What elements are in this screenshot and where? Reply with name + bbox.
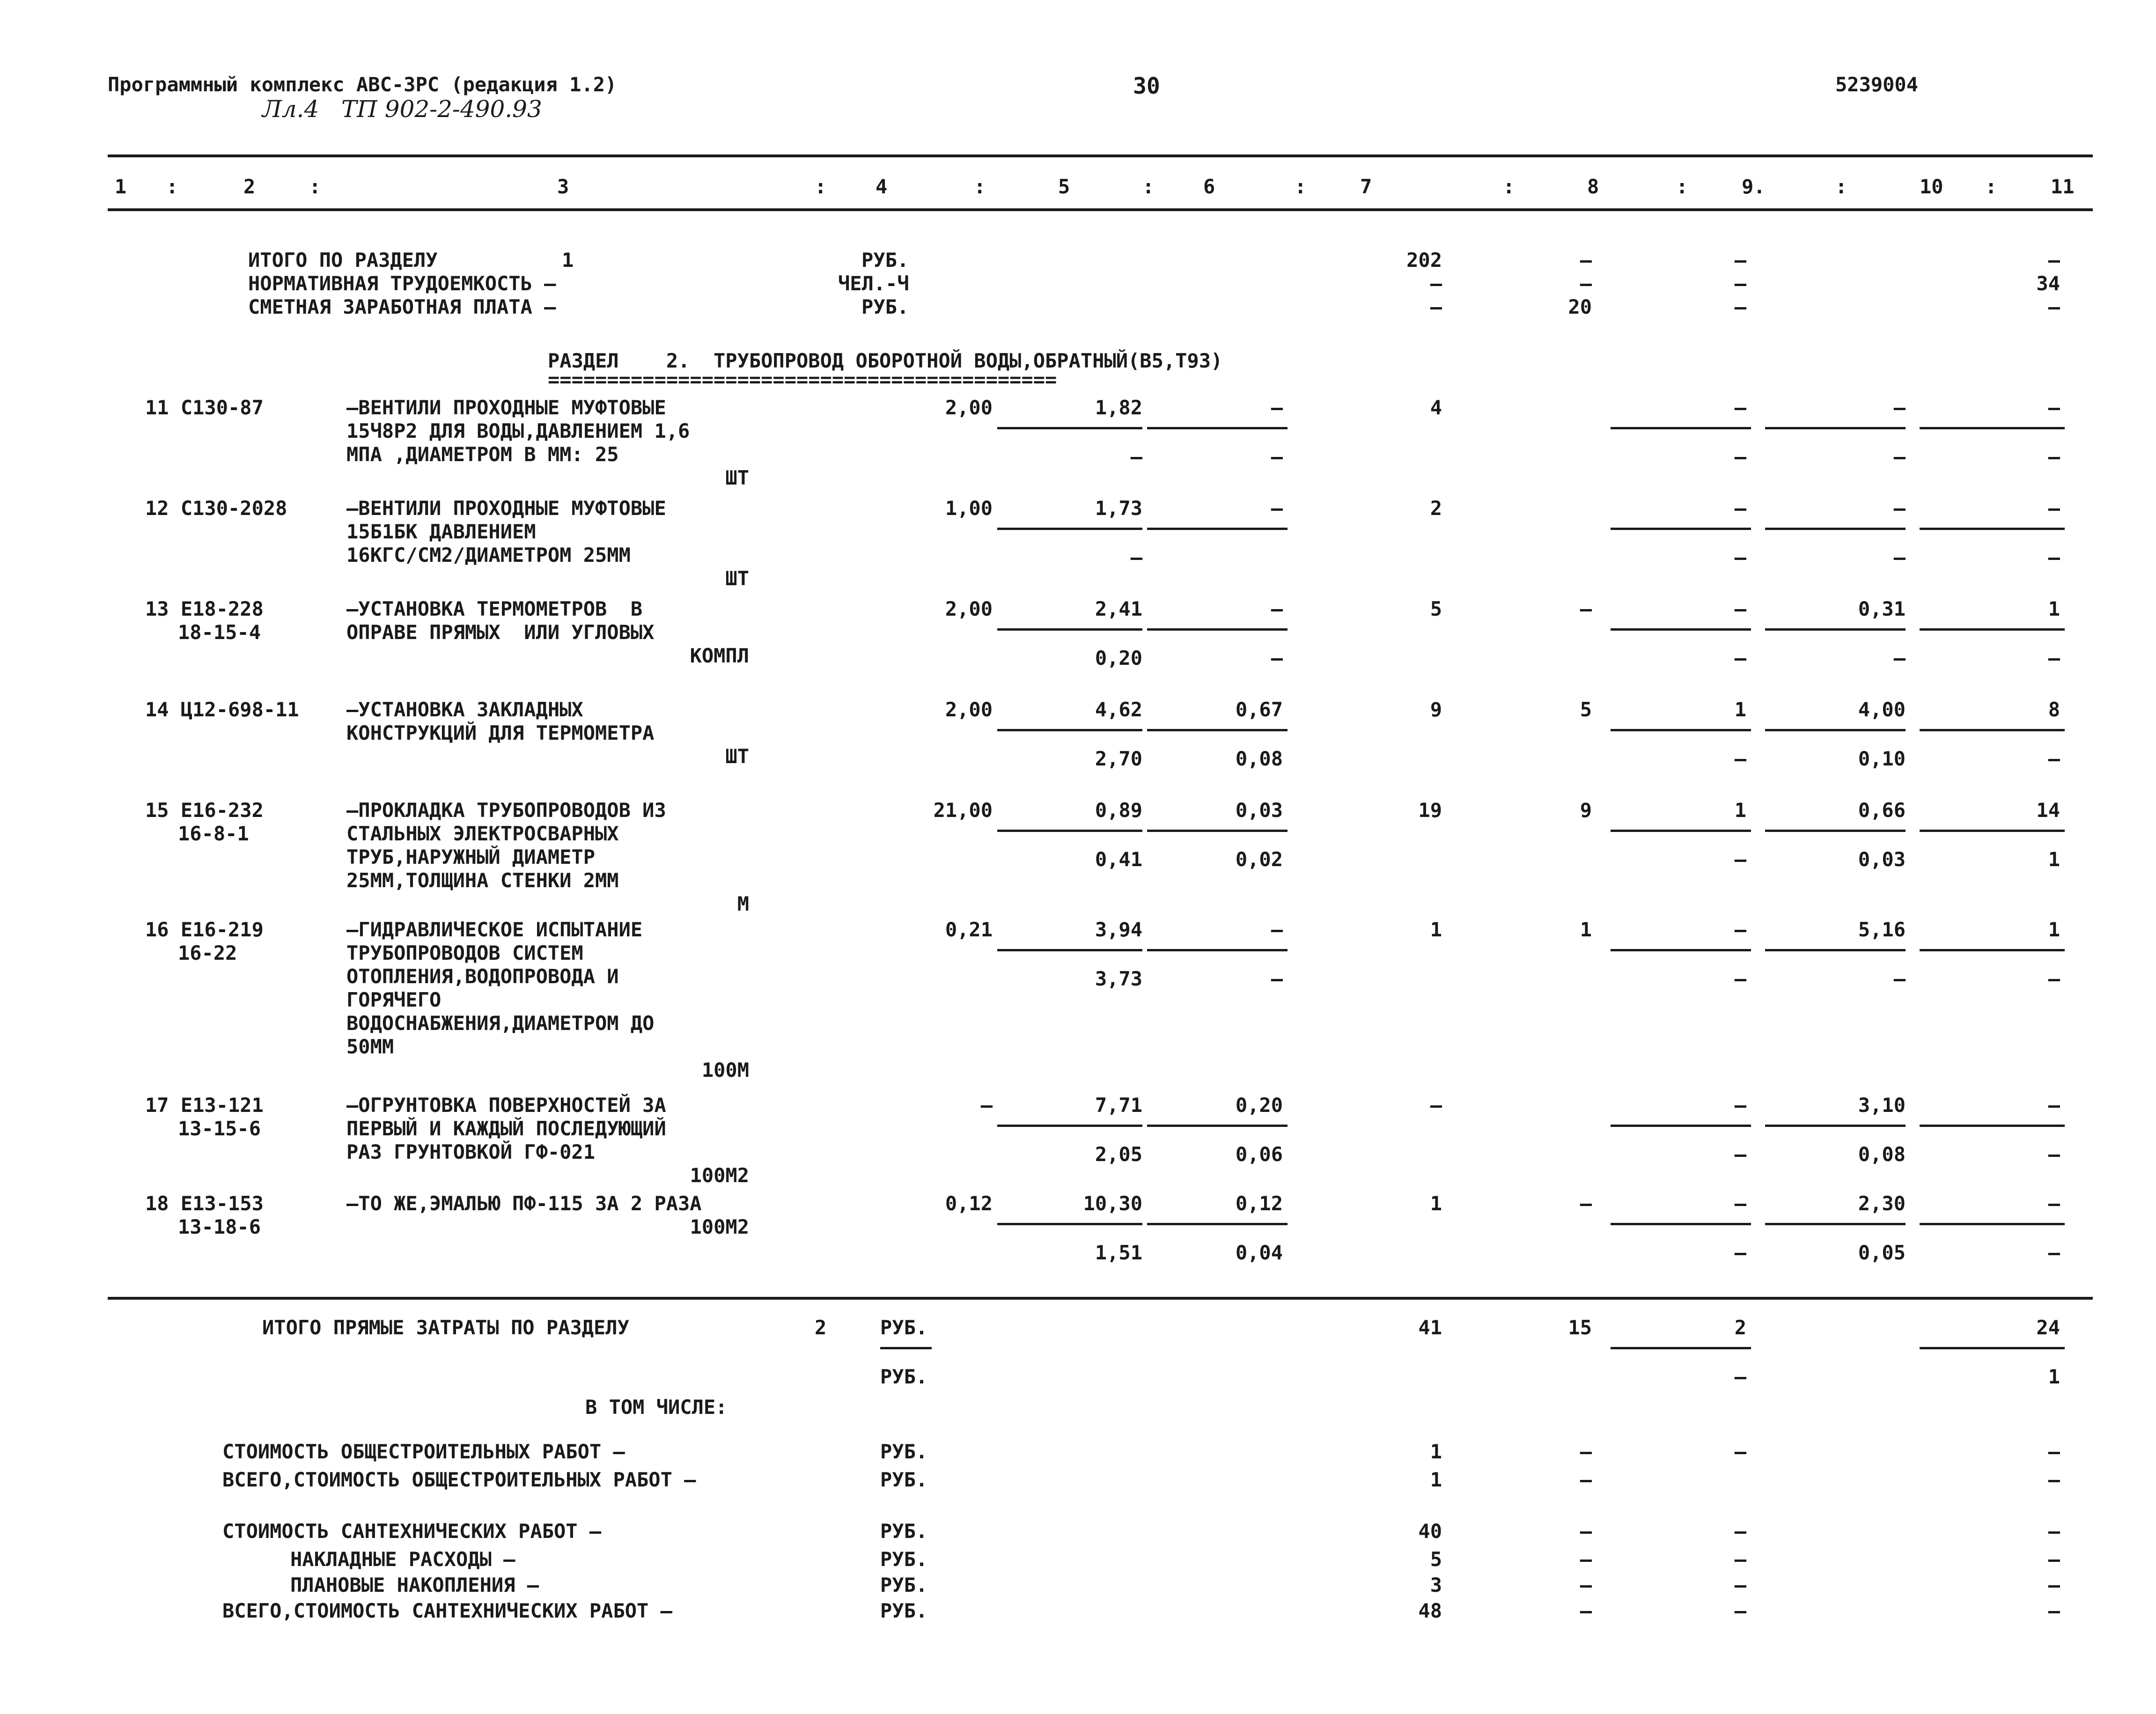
wage-c8: 20: [1568, 295, 1592, 318]
row-c7: 19: [1418, 799, 1442, 822]
summary-c9: –: [1734, 1574, 1746, 1596]
row-underline-c5: [997, 628, 1142, 631]
column-number-5: 5: [1058, 175, 1070, 198]
row-unit: ШТ: [725, 745, 749, 768]
row-underline-c10: [1765, 830, 1906, 832]
row-unit: М: [737, 892, 749, 915]
row-quantity: –: [980, 1094, 993, 1117]
total-underline-c9: [1611, 1347, 1751, 1349]
row-c11b: –: [2048, 1143, 2060, 1166]
unit-underline: [880, 1347, 932, 1349]
row-c7: 2: [1430, 497, 1442, 520]
row-description: ТРУБОПРОВОДОВ СИСТЕМ: [346, 942, 583, 964]
row-code-secondary: 18-15-4: [178, 621, 261, 644]
row-description: –ОГРУНТОВКА ПОВЕРХНОСТЕЙ ЗА: [346, 1094, 666, 1117]
row-c9: –: [1734, 1192, 1746, 1215]
row-quantity: 21,00: [933, 799, 993, 822]
row-underline-c6: [1147, 1223, 1288, 1225]
column-number-4: 4: [876, 175, 888, 198]
row-c5b: 0,41: [1095, 848, 1142, 871]
labor-unit: ЧЕЛ.-Ч: [838, 272, 909, 295]
handwritten-ref: Лл.4 ТП 902-2-490.93: [262, 96, 542, 123]
column-separator: :: [1835, 175, 1847, 198]
row-c9b: –: [1734, 1241, 1746, 1264]
summary-unit: РУБ.: [880, 1440, 928, 1463]
row-code: 14 Ц12-698-11: [145, 698, 299, 721]
labor-c8: –: [1580, 272, 1592, 295]
row-description: ПЕРВЫЙ И КАЖДЫЙ ПОСЛЕДУЮЩИЙ: [346, 1117, 666, 1140]
summary-unit: РУБ.: [880, 1520, 928, 1543]
row-underline-c9: [1611, 628, 1751, 631]
row-description: КОНСТРУКЦИЙ ДЛЯ ТЕРМОМЕТРА: [346, 721, 655, 744]
row-description: РАЗ ГРУНТОВКОЙ ГФ-021: [346, 1140, 596, 1163]
row-description: МПА ,ДИАМЕТРОМ В ММ: 25: [346, 443, 619, 466]
row-underline-c5: [997, 949, 1142, 951]
row-description: –ГИДРАВЛИЧЕСКОЕ ИСПЫТАНИЕ: [346, 918, 643, 941]
row-c6: 0,03: [1235, 799, 1283, 822]
row-c5: 4,62: [1095, 698, 1142, 721]
row-description: ТРУБ,НАРУЖНЫЙ ДИАМЕТР: [346, 846, 596, 868]
section1-total-c9: –: [1734, 249, 1746, 272]
row-c10b: 0,03: [1858, 848, 1906, 871]
total-underline-c11: [1920, 1347, 2065, 1349]
row-c11: –: [2048, 497, 2060, 520]
row-underline-c11: [1920, 729, 2065, 731]
row-c9b: –: [1734, 647, 1746, 669]
row-underline-c9: [1611, 528, 1751, 530]
row-description: ОТОПЛЕНИЯ,ВОДОПРОВОДА И: [346, 965, 619, 988]
wage-c11: –: [2048, 295, 2060, 318]
row-c6b: 0,08: [1235, 747, 1283, 770]
row-underline-c10: [1765, 528, 1906, 530]
summary-c7: 1: [1430, 1468, 1442, 1491]
column-separator: :: [1676, 175, 1688, 198]
row-c11b: –: [2048, 445, 2060, 468]
section2-total-c9: 2: [1734, 1316, 1746, 1339]
row-c11b: –: [2048, 546, 2060, 569]
row-c10: 0,66: [1858, 799, 1906, 822]
column-number-8: 8: [1587, 175, 1599, 198]
summary-c7: 48: [1418, 1599, 1442, 1622]
row-underline-c6: [1147, 1125, 1288, 1127]
row-code: 18 Е13-153: [145, 1192, 264, 1215]
section1-total-label: ИТОГО ПО РАЗДЕЛУ: [248, 249, 438, 272]
row-unit: 100М2: [690, 1215, 749, 1238]
row-c5: 10,30: [1083, 1192, 1142, 1215]
row-c6: 0,20: [1235, 1094, 1283, 1117]
row-underline-c10: [1765, 729, 1906, 731]
summary-c7: 1: [1430, 1440, 1442, 1463]
row-description: 15Ч8Р2 ДЛЯ ВОДЫ,ДАВЛЕНИЕМ 1,6: [346, 419, 690, 442]
summary-c11: –: [2048, 1599, 2060, 1622]
row-underline-c5: [997, 427, 1142, 429]
row-c11: –: [2048, 1094, 2060, 1117]
column-separator: :: [166, 175, 178, 198]
row-c10b: 0,10: [1858, 747, 1906, 770]
row-quantity: 2,00: [945, 597, 993, 620]
row-c6b: 0,02: [1235, 848, 1283, 871]
wage-unit: РУБ.: [861, 295, 909, 318]
row-c9b: –: [1734, 747, 1746, 770]
row-code-secondary: 13-15-6: [178, 1117, 261, 1140]
row-c6b: –: [1271, 647, 1283, 669]
section2-total-c11: 24: [2036, 1316, 2060, 1339]
section2-total-label: ИТОГО ПРЯМЫЕ ЗАТРАТЫ ПО РАЗДЕЛУ: [262, 1316, 629, 1339]
section2-total-unit2: РУБ.: [880, 1365, 928, 1388]
row-underline-c6: [1147, 729, 1288, 731]
row-c5: 1,73: [1095, 497, 1142, 520]
summary-label: ВСЕГО,СТОИМОСТЬ САНТЕХНИЧЕСКИХ РАБОТ –: [222, 1599, 672, 1622]
row-c10b: –: [1893, 647, 1906, 669]
row-underline-c10: [1765, 427, 1906, 429]
row-code: 16 Е16-219: [145, 918, 264, 941]
summary-c11: –: [2048, 1574, 2060, 1596]
row-c11b: –: [2048, 647, 2060, 669]
summary-unit: РУБ.: [880, 1548, 928, 1571]
summary-c9: –: [1734, 1548, 1746, 1571]
column-number-10: 10: [1920, 175, 1943, 198]
section1-total-c8: –: [1580, 249, 1592, 272]
row-code: 11 С130-87: [145, 396, 264, 419]
summary-c8: –: [1580, 1574, 1592, 1596]
summary-c8: –: [1580, 1440, 1592, 1463]
row-c10: –: [1893, 497, 1906, 520]
top-rule: [108, 154, 2093, 157]
row-underline-c6: [1147, 628, 1288, 631]
section2-total-c11b: 1: [2048, 1365, 2060, 1388]
summary-label: СТОИМОСТЬ ОБЩЕСТРОИТЕЛЬНЫХ РАБОТ –: [222, 1440, 625, 1463]
column-separator: :: [815, 175, 827, 198]
summary-label: СТОИМОСТЬ САНТЕХНИЧЕСКИХ РАБОТ –: [222, 1520, 602, 1543]
doc-code: 5239004: [1835, 73, 1919, 96]
summary-c11: –: [2048, 1520, 2060, 1543]
row-unit: ШТ: [725, 567, 749, 590]
row-c10: 2,30: [1858, 1192, 1906, 1215]
column-number-6: 6: [1203, 175, 1215, 198]
row-quantity: 1,00: [945, 497, 993, 520]
summary-unit: РУБ.: [880, 1599, 928, 1622]
row-c5b: 2,05: [1095, 1143, 1142, 1166]
summary-c9: –: [1734, 1599, 1746, 1622]
row-description: –ТО ЖЕ,ЭМАЛЬЮ ПФ-115 ЗА 2 РАЗА: [346, 1192, 702, 1215]
row-c10b: 0,08: [1858, 1143, 1906, 1166]
section2-underline: ===========================================: [548, 368, 1057, 391]
summary-c9: –: [1734, 1440, 1746, 1463]
summary-c8: –: [1580, 1548, 1592, 1571]
section1-total-c11: –: [2048, 249, 2060, 272]
row-code-secondary: 16-8-1: [178, 822, 249, 845]
row-c7: 4: [1430, 396, 1442, 419]
row-c9: 1: [1734, 799, 1746, 822]
including-label: В ТОМ ЧИСЛЕ:: [585, 1396, 728, 1419]
row-underline-c11: [1920, 1223, 2065, 1225]
row-c5: 3,94: [1095, 918, 1142, 941]
row-c5b: 0,20: [1095, 647, 1142, 669]
row-c6: –: [1271, 918, 1283, 941]
row-underline-c10: [1765, 628, 1906, 631]
column-number-3: 3: [557, 175, 569, 198]
row-c5b: –: [1130, 445, 1142, 468]
summary-c7: 3: [1430, 1574, 1442, 1596]
row-underline-c11: [1920, 427, 2065, 429]
row-c8: 5: [1580, 698, 1592, 721]
row-quantity: 2,00: [945, 396, 993, 419]
section2-total-unit: РУБ.: [880, 1316, 928, 1339]
row-c11: 1: [2048, 918, 2060, 941]
row-c8: –: [1580, 1192, 1592, 1215]
row-underline-c6: [1147, 949, 1288, 951]
row-underline-c11: [1920, 949, 2065, 951]
header-rule: [108, 208, 2093, 211]
column-number-7: 7: [1360, 175, 1372, 198]
row-description: –ВЕНТИЛИ ПРОХОДНЫЕ МУФТОВЫЕ: [346, 396, 666, 419]
row-underline-c9: [1611, 1223, 1751, 1225]
row-c7: 9: [1430, 698, 1442, 721]
column-separator: :: [1295, 175, 1307, 198]
row-underline-c9: [1611, 729, 1751, 731]
summary-label: ВСЕГО,СТОИМОСТЬ ОБЩЕСТРОИТЕЛЬНЫХ РАБОТ –: [222, 1468, 696, 1491]
summary-c11: –: [2048, 1548, 2060, 1571]
labor-c7: –: [1430, 272, 1442, 295]
row-underline-c5: [997, 528, 1142, 530]
row-c9: –: [1734, 497, 1746, 520]
row-underline-c6: [1147, 830, 1288, 832]
row-underline-c5: [997, 1125, 1142, 1127]
column-number-2: 2: [243, 175, 256, 198]
section2-total-rule: [108, 1297, 2093, 1300]
row-c11: 1: [2048, 597, 2060, 620]
row-underline-c11: [1920, 830, 2065, 832]
row-c7: 1: [1430, 918, 1442, 941]
row-code-secondary: 13-18-6: [178, 1215, 261, 1238]
row-c8: 1: [1580, 918, 1592, 941]
row-description: –УСТАНОВКА ЗАКЛАДНЫХ: [346, 698, 583, 721]
row-underline-c9: [1611, 830, 1751, 832]
row-c9: 1: [1734, 698, 1746, 721]
wage-c7: –: [1430, 295, 1442, 318]
row-c6b: –: [1271, 967, 1283, 990]
column-separator: :: [1142, 175, 1155, 198]
summary-c7: 40: [1418, 1520, 1442, 1543]
labor-c11: 34: [2036, 272, 2060, 295]
row-c10b: –: [1893, 546, 1906, 569]
row-c6b: 0,04: [1235, 1241, 1283, 1264]
row-description: ОПРАВЕ ПРЯМЫХ ИЛИ УГЛОВЫХ: [346, 621, 655, 644]
section2-total-c9b: –: [1734, 1365, 1746, 1388]
section1-total-c7: 202: [1406, 249, 1442, 272]
wage-c9: –: [1734, 295, 1746, 318]
summary-label: НАКЛАДНЫЕ РАСХОДЫ –: [290, 1548, 515, 1571]
summary-c8: –: [1580, 1599, 1592, 1622]
row-c9b: –: [1734, 967, 1746, 990]
row-c10b: –: [1893, 967, 1906, 990]
row-c6: 0,12: [1235, 1192, 1283, 1215]
row-c10: 5,16: [1858, 918, 1906, 941]
row-c10: 3,10: [1858, 1094, 1906, 1117]
row-c9: –: [1734, 396, 1746, 419]
row-c11: –: [2048, 1192, 2060, 1215]
labor-label: НОРМАТИВНАЯ ТРУДОЕМКОСТЬ –: [248, 272, 556, 295]
row-description: СТАЛЬНЫХ ЭЛЕКТРОСВАРНЫХ: [346, 822, 619, 845]
row-c5: 1,82: [1095, 396, 1142, 419]
row-c5: 2,41: [1095, 597, 1142, 620]
page-number: 30: [1133, 73, 1160, 99]
row-c9b: –: [1734, 1143, 1746, 1166]
row-c9: –: [1734, 1094, 1746, 1117]
row-underline-c11: [1920, 628, 2065, 631]
row-c5b: 1,51: [1095, 1241, 1142, 1264]
row-c6: –: [1271, 597, 1283, 620]
row-description: 25ММ,ТОЛЩИНА СТЕНКИ 2ММ: [346, 869, 619, 892]
column-number-9: 9.: [1742, 175, 1766, 198]
row-unit: 100М: [701, 1059, 749, 1081]
section2-total-c7: 41: [1418, 1316, 1442, 1339]
row-c7: 1: [1430, 1192, 1442, 1215]
row-underline-c10: [1765, 1223, 1906, 1225]
row-description: –УСТАНОВКА ТЕРМОМЕТРОВ В: [346, 597, 643, 620]
row-underline-c11: [1920, 1125, 2065, 1127]
row-underline-c9: [1611, 1125, 1751, 1127]
row-c11: 8: [2048, 698, 2060, 721]
row-c6: 0,67: [1235, 698, 1283, 721]
row-c11: –: [2048, 396, 2060, 419]
row-c6: –: [1271, 497, 1283, 520]
row-c11b: –: [2048, 1241, 2060, 1264]
row-underline-c5: [997, 830, 1142, 832]
row-c10: 4,00: [1858, 698, 1906, 721]
row-c8: 9: [1580, 799, 1592, 822]
row-c5: 7,71: [1095, 1094, 1142, 1117]
row-c11b: 1: [2048, 848, 2060, 871]
column-number-11: 11: [2051, 175, 2075, 198]
row-description: 50ММ: [346, 1035, 394, 1058]
row-c9b: –: [1734, 848, 1746, 871]
row-description: 16КГС/СМ2/ДИАМЕТРОМ 25ММ: [346, 544, 631, 566]
summary-c7: 5: [1430, 1548, 1442, 1571]
column-number-1: 1: [115, 175, 127, 198]
row-code-secondary: 16-22: [178, 942, 237, 964]
row-underline-c10: [1765, 1125, 1906, 1127]
row-code: 17 Е13-121: [145, 1094, 264, 1117]
row-c10: –: [1893, 396, 1906, 419]
row-code: 13 Е18-228: [145, 597, 264, 620]
row-c9: –: [1734, 597, 1746, 620]
labor-c9: –: [1734, 272, 1746, 295]
row-c8: –: [1580, 597, 1592, 620]
row-underline-c11: [1920, 528, 2065, 530]
row-c10b: –: [1893, 445, 1906, 468]
row-c10: 0,31: [1858, 597, 1906, 620]
section2-total-number: 2: [815, 1316, 827, 1339]
row-c5b: 2,70: [1095, 747, 1142, 770]
row-underline-c5: [997, 1223, 1142, 1225]
row-underline-c9: [1611, 949, 1751, 951]
row-description: –ПРОКЛАДКА ТРУБОПРОВОДОВ ИЗ: [346, 799, 666, 822]
row-underline-c6: [1147, 427, 1288, 429]
wage-label: СМЕТНАЯ ЗАРАБОТНАЯ ПЛАТА –: [248, 295, 556, 318]
column-separator: :: [309, 175, 321, 198]
row-underline-c10: [1765, 949, 1906, 951]
row-description: ВОДОСНАБЖЕНИЯ,ДИАМЕТРОМ ДО: [346, 1012, 655, 1035]
row-c7: 5: [1430, 597, 1442, 620]
summary-c11: –: [2048, 1440, 2060, 1463]
row-c5b: –: [1130, 546, 1142, 569]
section1-total-unit: РУБ.: [861, 249, 909, 272]
section2-title: РАЗДЕЛ 2. ТРУБОПРОВОД ОБОРОТНОЙ ВОДЫ,ОБРАТНЫЙ(В5,Т93): [548, 349, 1223, 372]
row-c10b: 0,05: [1858, 1241, 1906, 1264]
row-underline-c6: [1147, 528, 1288, 530]
summary-c8: –: [1580, 1468, 1592, 1491]
summary-unit: РУБ.: [880, 1468, 928, 1491]
row-c6b: 0,06: [1235, 1143, 1283, 1166]
row-code: 15 Е16-232: [145, 799, 264, 822]
row-c9: –: [1734, 918, 1746, 941]
section1-total-number: 1: [562, 249, 574, 272]
column-separator: :: [1503, 175, 1515, 198]
row-underline-c9: [1611, 427, 1751, 429]
row-c9b: –: [1734, 445, 1746, 468]
row-description: ГОРЯЧЕГО: [346, 988, 442, 1011]
summary-unit: РУБ.: [880, 1574, 928, 1596]
row-description: 15Б1БК ДАВЛЕНИЕМ: [346, 520, 536, 543]
row-unit: КОМПЛ: [690, 644, 749, 667]
row-quantity: 0,12: [945, 1192, 993, 1215]
summary-label: ПЛАНОВЫЕ НАКОПЛЕНИЯ –: [290, 1574, 539, 1596]
row-c9b: –: [1734, 546, 1746, 569]
row-unit: 100М2: [690, 1164, 749, 1187]
row-c11b: –: [2048, 747, 2060, 770]
row-c6: –: [1271, 396, 1283, 419]
summary-c9: –: [1734, 1520, 1746, 1543]
column-separator: :: [1985, 175, 1997, 198]
row-c5: 0,89: [1095, 799, 1142, 822]
summary-c11: –: [2048, 1468, 2060, 1491]
row-underline-c5: [997, 729, 1142, 731]
summary-c8: –: [1580, 1520, 1592, 1543]
row-quantity: 2,00: [945, 698, 993, 721]
row-c7: –: [1430, 1094, 1442, 1117]
row-code: 12 С130-2028: [145, 497, 287, 520]
row-quantity: 0,21: [945, 918, 993, 941]
row-description: –ВЕНТИЛИ ПРОХОДНЫЕ МУФТОВЫЕ: [346, 497, 666, 520]
row-c6b: –: [1271, 445, 1283, 468]
row-c11b: –: [2048, 967, 2060, 990]
row-c11: 14: [2036, 799, 2060, 822]
row-c5b: 3,73: [1095, 967, 1142, 990]
column-separator: :: [974, 175, 986, 198]
program-title: Программный комплекс АВС-ЗРС (редакция 1.2): [108, 73, 617, 96]
row-unit: ШТ: [725, 466, 749, 489]
section2-total-c8: 15: [1568, 1316, 1592, 1339]
